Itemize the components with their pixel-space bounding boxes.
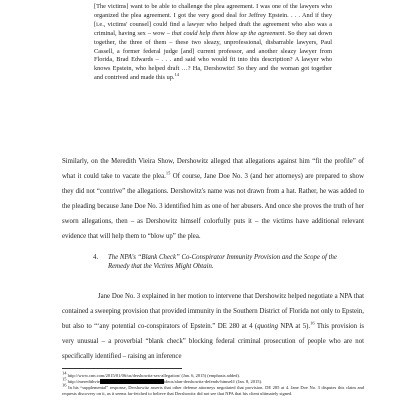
paragraph-jane-doe [62,290,364,365]
footnote-14 [62,370,364,379]
quote-line: lawyers who organized the plea agreement. I got the very good deal for Jeffrey [94,3,332,19]
quote-line: Edwards – . . . and said who would fit into this description? A lawyer who knows [94,56,332,73]
redaction-bar [100,379,164,384]
quote-line: [The victims] want to be able to challenge the plea agreement. I was one of the [94,3,298,10]
footnote-15 [62,376,364,385]
quote-line: . So they sat down together, the three of them – these [94,29,332,46]
footnote-number: 15 [62,376,67,382]
quote-emphasis: that could help [171,29,211,37]
footnote-ref: 16 [310,320,315,326]
block-quote [94,3,332,83]
section-title: The NPA's “Blank Check” Co-Conspirator Immunity Provision and the Scope of the Remedy that the Victims Might Obtain. [108,254,337,270]
quote-line: together and contrived and made this up. [94,65,332,82]
section-number: 4. [93,254,99,261]
footnote-ref: 14 [174,72,179,78]
footnote-text: In his “supplemental” response, Dershowitz asserts that other defense attorneys negotiated that provision. DE 285 at 4. Jane Doe No. 3 disputes this claim and requests discovery on it, as it seems far-fetched to believe that Dershowitz did not see that NPA that his client ultimately signed. [62,385,364,396]
paragraph-emphasis: quoting [257,322,278,330]
footnote-number: 14 [62,370,67,376]
paragraph-text: This provision is very unusual – a proverbial “blank check” blocking federal criminal prosecution of people who are not specifically identified – raising an inference [62,322,364,360]
paragraph-text: Similarly, on the Meredith Vieira Show, Dershowitz alleged that allegations against him “fit the profile” of what it could take to vacate the plea. [62,158,364,180]
quote-line: Epstein, who helped draft …? Ha, Dershowitz! So they and the woman got [112,65,310,73]
footnote-link[interactable]: ideos/alan-dershowitz-defends-himself/ (Jan. 8, 2015). [163,379,263,384]
footnote-16 [62,382,364,396]
quote-line: two sleazy, unprofessional, disbarrable lawyers, Paul Cassell, a former federal [94,38,332,55]
paragraph-similarly [62,155,364,244]
footnote-number: 16 [62,382,67,388]
footnote-ref: 15 [165,170,171,176]
footnote-link[interactable]: http://www.cnn.com/2015/01/06/us/dershowitz-sex-allegation/ (Jan. 6, 2015) (emphasis added). [66,373,241,378]
section-heading [94,254,356,271]
footnote-divider [62,368,182,369]
paragraph-text: Of course, Jane Doe No. 3 (and her attorneys) are prepared to show they did not “contrive” the allegations. Dershowitz's name was not drawn from a hat. Rather, he was added to the pleading because Jane Doe No. 3 identified him as one of her abusers. And once she proves the truth of her sworn allegations, then – as Dershowitz himself colorfully puts it – the victims have additional relevant evidence that will help them to “blow up” the plea. [62,172,364,240]
quote-line: Epstein. . . . And if they [i.e., victims' counsel] could find a lawyer who helped [94,11,332,28]
paragraph-text: NPA at 5). [277,322,311,330]
quote-line: draft the agreement who also was a criminal, having sex – wow – [94,20,333,37]
quote-emphasis: them blow up the agreement [212,29,285,37]
paragraph-text: Jane Doe No. 3 explained in her motion to intervene that Dershowitz helped negotiate a NPA that contained a sweeping provision that provided immunity in the Southern District of Florida not only to Epstein, but also to “‘any potential co-conspirators of Epstein.” DE 280 at 4 ( [62,293,364,330]
footnote-link[interactable]: http://meredithvie [66,379,100,384]
quote-line: judge [and] current professor, and another sleazy lawyer from Florida, Brad [94,47,333,64]
